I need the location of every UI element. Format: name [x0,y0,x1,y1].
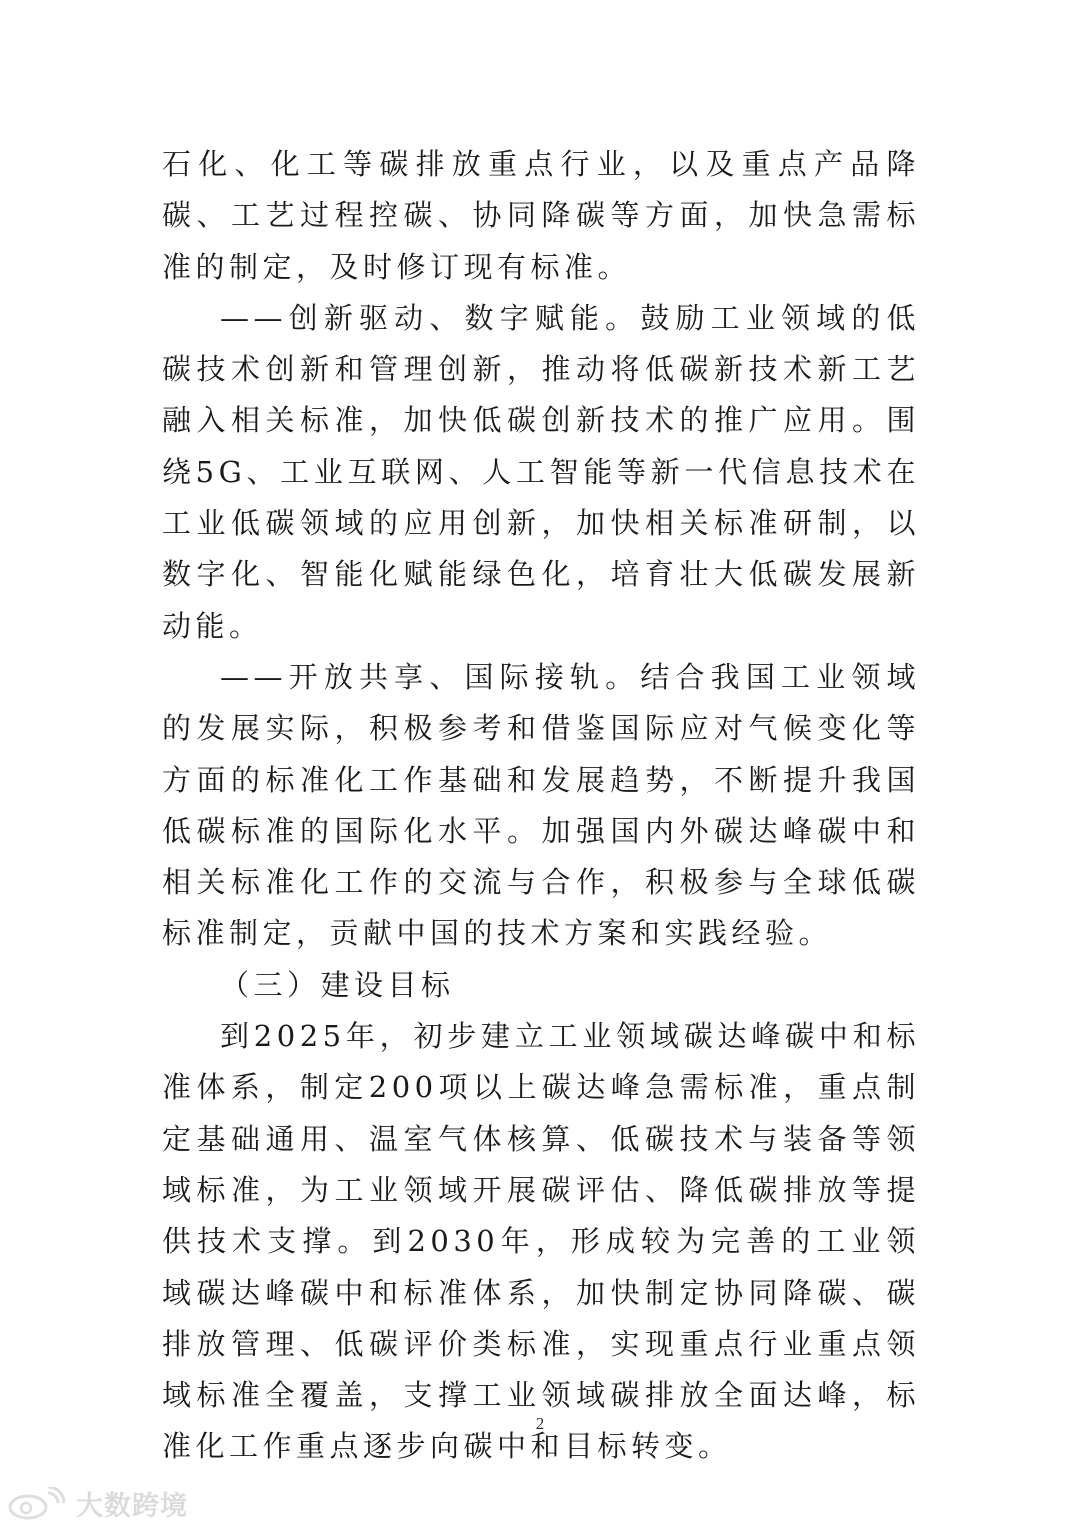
watermark-text: 大数跨境 [76,1491,188,1522]
page-number: 2 [535,1414,545,1433]
watermark [6,1484,188,1523]
paragraph-goals: 到2025年，初步建立工业领域碳达峰碳中和标准体系，制定200项以上碳达峰急需标准，重点制定基础通用、温室气体核算、低碳技术与装备等领域标准，为工业领域开展碳评估、降低碳排放等提供技术支撑。到2030年，形成较为完善的工业领域碳达峰碳中和标准体系，加快制定协同降碳、碳排放管理、低碳评价类标准，实现重点行业重点领域标准全覆盖，支撑工业领域碳排放全面达峰，标准化工作重点逐步向碳中和目标转变。 [162,1019,920,1464]
weibo-logo-icon [6,1487,70,1521]
paragraph-continuation: 石化、化工等碳排放重点行业，以及重点产品降碳、工艺过程控碳、协同降碳等方面，加快急需标准的制定，及时修订现有标准。 [162,147,920,284]
section-heading: （三）建设目标 [220,967,455,1002]
document-body [162,139,920,1473]
paragraph-innovation: ——创新驱动、数字赋能。鼓励工业领域的低碳技术创新和管理创新，推动将低碳新技术新工艺融入相关标准，加快低碳创新技术的推广应用。围绕5G、工业互联网、人工智能等新一代信息技术在工业低碳领域的应用创新，加快相关标准研制，以数字化、智能化赋能绿色化，培育壮大低碳发展新动能。 [162,300,920,643]
paragraph-openness: ——开放共享、国际接轨。结合我国工业领域的发展实际，积极参考和借鉴国际应对气候变化等方面的标准化工作基础和发展趋势，不断提升我国低碳标准的国际化水平。加强国内外碳达峰碳中和相关标准化工作的交流与合作，积极参与全球低碳标准制定，贡献中国的技术方案和实践经验。 [162,659,920,951]
